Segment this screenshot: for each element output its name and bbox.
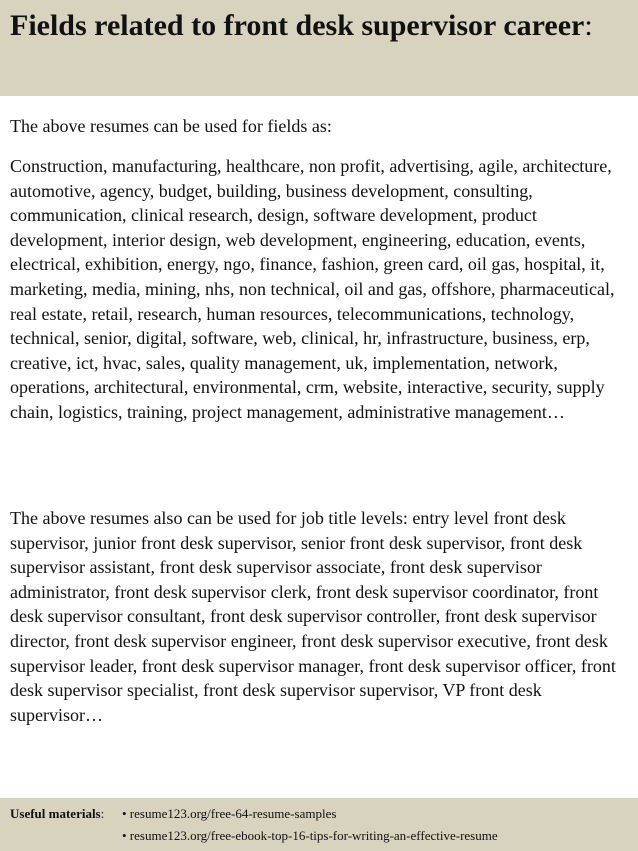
fields-paragraph: Construction, manufacturing, healthcare, non profit, advertising, agile, architecture, automotive, agency, budget, building, business development, consulting, communication, clinical research, design, software development, product development, interior design, web development, engineering, education, events, electrical, exhibition, energy, ngo, finance, fashion, green card, oil gas, hospital, it, marketing, media, mining, nhs, non technical, oil and gas, offshore, pharmaceutical, real estate, retail, research, human resources, telecommunications, technology, technical, senior, digital, software, web, clinical, hr, infrastructure, business, erp, creative, ict, hvac, sales, quality management, uk, implementation, network, operations, architectural, environmental, crm, website, interactive, security, supply chain, logistics, training, project management, administrative management… (10, 156, 615, 422)
useful-materials-row-2 (10, 825, 630, 847)
footer-band (0, 798, 638, 851)
useful-materials (10, 803, 630, 847)
useful-materials-label (10, 803, 122, 825)
useful-materials-label-text: Useful materials (10, 806, 101, 821)
page-title-text: Fields related to front desk supervisor career (10, 9, 585, 42)
useful-materials-label-suffix: : (100, 806, 105, 821)
page-title (10, 6, 630, 46)
job-levels-paragraph: The above resumes also can be used for job title levels: entry level front desk supervisor, junior front desk supervisor, senior front desk supervisor, front desk supervisor assistant, front desk supervisor associate, front desk supervisor administrator, front desk supervisor clerk, front desk supervisor coordinator, front desk supervisor consultant, front desk supervisor controller, front desk supervisor director, front desk supervisor engineer, front desk supervisor executive, front desk supervisor leader, front desk supervisor manager, front desk supervisor officer, front desk supervisor specialist, front desk supervisor supervisor, VP front desk supervisor… (10, 508, 616, 725)
page-title-colon: : (584, 9, 593, 42)
resume-samples-link[interactable]: • resume123.org/free-64-resume-samples (122, 806, 337, 821)
header-band (0, 0, 638, 96)
ebook-tips-link[interactable]: • resume123.org/free-ebook-top-16-tips-for-writing-an-effective-resume (122, 828, 498, 843)
useful-materials-row-1 (10, 803, 630, 825)
intro-text: The above resumes can be used for fields as: (10, 116, 332, 136)
